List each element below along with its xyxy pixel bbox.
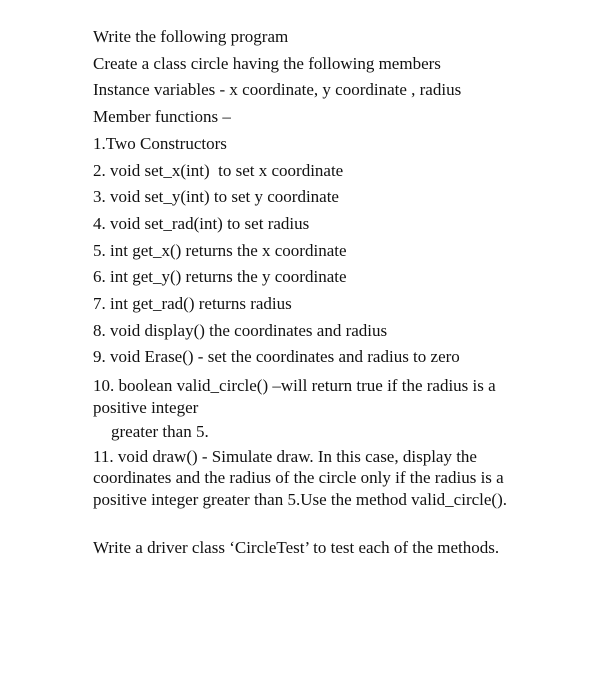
- member-item-2: 2. void set_x(int) to set x coordinate: [93, 160, 344, 180]
- member-item-3: 3. void set_y(int) to set y coordinate: [93, 187, 339, 207]
- member-item-9: 9. void Erase() - set the coordinates and radius to zero: [93, 347, 460, 367]
- member-item-7: 7. int get_rad() returns radius: [93, 294, 292, 314]
- member-functions-heading: Member functions –: [93, 107, 231, 127]
- member-item-4: 4. void set_rad(int) to set radius: [93, 213, 310, 233]
- member-item-5: 5. int get_x() returns the x coordinate: [93, 240, 347, 260]
- member-item-8: 8. void display() the coordinates and radius: [93, 320, 388, 340]
- member-item-10: 10. boolean valid_circle() –will return true if the radius is a positive integer: [93, 376, 496, 417]
- assignment-document: [93, 24, 533, 559]
- class-intro: Create a class circle having the following members: [93, 53, 441, 73]
- member-item-1: 1.Two Constructors: [93, 133, 227, 153]
- member-item-11: 11. void draw() - Simulate draw. In this case, display the coordinates and the radius of the circle only if the radius is a positive integer greater than 5.Use the method valid_circle().: [93, 446, 507, 509]
- driver-class-instruction: Write a driver class ‘CircleTest’ to test each of the methods.: [93, 538, 500, 558]
- member-item-10-continuation: greater than 5.: [111, 422, 209, 442]
- member-item-6: 6. int get_y() returns the y coordinate: [93, 267, 347, 287]
- document-title: Write the following program: [93, 27, 289, 46]
- instance-variables-line: Instance variables - x coordinate, y coordinate , radius: [93, 80, 462, 100]
